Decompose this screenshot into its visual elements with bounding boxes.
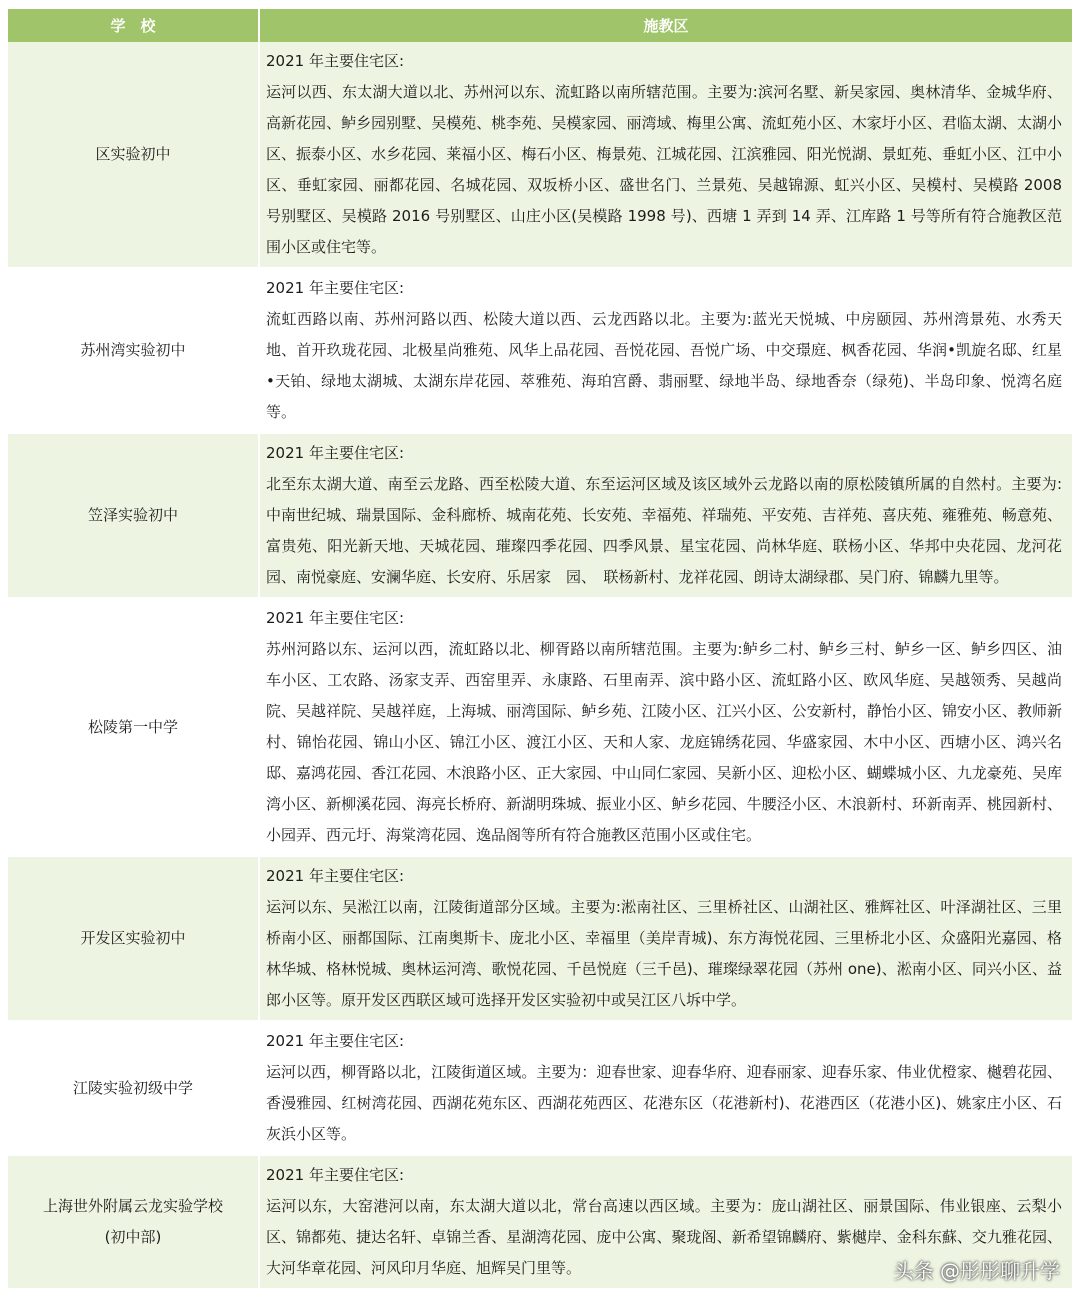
area-text: 流虹西路以南、苏州河路以西、松陵大道以西、云龙西路以北。主要为:蓝光天悦城、中房颐园、苏州湾景苑、水秀天地、首开玖珑花园、北极星尚雅苑、风华上品花园、吾悦花园、吾悦广场、中交璟庭、枫香花园、华润•凯旋名邸、红星•天铂、绿地太湖城、太湖东岸花园、萃雅苑、海珀宫爵、翡丽墅、绿地半岛、绿地香奈（绿苑)、半岛印象、悦湾名庭等。	[266, 310, 1062, 421]
area-cell	[259, 42, 1072, 268]
area-cell	[259, 268, 1072, 433]
area-text: 北至东太湖大道、南至云龙路、西至松陵大道、东至运河区域及该区域外云龙路以南的原松陵镇所属的自然村。主要为:中南世纪城、瑞景国际、金科廊桥、城南花苑、长安苑、幸福苑、祥瑞苑、平安苑、吉祥苑、喜庆苑、雍雅苑、畅意苑、富贵苑、阳光新天地、天城花园、璀璨四季花园、四季风景、星宝花园、尚林华庭、联杨小区、华邦中央花园、龙河花园、南悦豪庭、安澜华庭、长安府、乐居家 园、 联杨新村、龙祥花园、朗诗太湖绿郡、吴门府、锦麟九里等。	[266, 475, 1062, 586]
school-name: 江陵实验初级中学	[8, 1021, 259, 1155]
table-row	[8, 268, 1072, 433]
area-text: 运河以西、东太湖大道以北、苏州河以东、流虹路以南所辖范围。主要为:滨河名墅、新吴家园、奥林清华、金城华府、高新花园、鲈乡园别墅、吴模苑、桃李苑、吴模家园、丽湾域、梅里公寓、流虹苑小区、木家圩小区、君临太湖、太湖小区、振泰小区、水乡花园、莱福小区、梅石小区、梅景苑、江城花园、江滨雅园、阳光悦湖、景虹苑、垂虹小区、江中小区、垂虹家园、丽都花园、名城花园、双坂桥小区、盛世名门、兰景苑、吴越锦源、虹兴小区、吴模村、吴模路 2008 号别墅区、吴模路 2016 号别墅区、山庄小区(吴模路 1998 号)、西塘 1 弄到 14 弄、江库路 1 号等所有符合施教区范围小区或住宅等。	[266, 83, 1062, 256]
area-cell	[259, 1021, 1072, 1155]
area-year: 2021 年主要住宅区:	[266, 1032, 404, 1050]
area-text: 运河以东、吴淞江以南，江陵街道部分区域。主要为:淞南社区、三里桥社区、山湖社区、雅辉社区、叶泽湖社区、三里桥南小区、丽都国际、江南奥斯卡、庞北小区、幸福里（美岸青城)、东方海悦花园、三里桥北小区、众盛阳光嘉园、格林华城、格林悦城、奥林运河湾、歌悦花园、千邑悦庭（三千邑)、璀璨绿翠花园（苏州 one)、淞南小区、同兴小区、益郎小区等。原开发区西联区域可选择开发区实验初中或吴江区八坼中学。	[266, 898, 1062, 1009]
district-table	[8, 9, 1072, 1290]
school-name: 苏州湾实验初中	[8, 268, 259, 433]
school-name: 区实验初中	[8, 42, 259, 268]
table-header	[8, 9, 1072, 42]
table-row	[8, 856, 1072, 1021]
school-name-cell	[8, 1155, 259, 1289]
area-year: 2021 年主要住宅区:	[266, 279, 404, 297]
header-school: 学 校	[8, 9, 259, 42]
school-name-sub: (初中部)	[104, 1228, 162, 1246]
school-name: 开发区实验初中	[8, 856, 259, 1021]
table-row	[8, 1155, 1072, 1289]
area-text: 苏州河路以东、运河以西，流虹路以北、柳胥路以南所辖范围。主要为:鲈乡二村、鲈乡三村、鲈乡一区、鲈乡四区、油车小区、工农路、汤家支弄、西窑里弄、永康路、石里南弄、滨中路小区、流虹路小区、欧风华庭、吴越领秀、吴越尚院、吴越祥院、吴越祥庭，上海城、丽湾国际、鲈乡苑、江陵小区、江兴小区、公安新村，静怡小区、锦安小区、教师新村、锦怡花园、锦山小区、锦江小区、渡江小区、天和人家、龙庭锦绣花园、华盛家园、木中小区、西塘小区、鸿兴名邸、嘉鸿花园、香江花园、木浪路小区、正大家园、中山同仁家园、吴新小区、迎松小区、蝴蝶城小区、九龙豪苑、吴库湾小区、新柳溪花园、海亮长桥府、新湖明珠城、振业小区、鲈乡花园、牛腰泾小区、木浪新村、环新南弄、桃园新村、小园弄、西元圩、海棠湾花园、逸品阁等所有符合施教区范围小区或住宅。	[266, 640, 1062, 844]
header-area: 施教区	[259, 9, 1072, 42]
area-cell	[259, 1155, 1072, 1289]
school-name: 松陵第一中学	[8, 598, 259, 856]
area-cell	[259, 433, 1072, 598]
area-year: 2021 年主要住宅区:	[266, 609, 404, 627]
table-row	[8, 42, 1072, 268]
area-text: 运河以东，大窑港河以南，东太湖大道以北，常台高速以西区域。主要为：庞山湖社区、丽景国际、伟业银座、云梨小区、锦都苑、捷达名轩、卓锦兰香、星湖湾花园、庞中公寓、聚珑阁、新希望锦麟府、紫樾岸、金科东蘇、交九雅花园、大河华章花园、河风印月华庭、旭辉吴门里等。	[266, 1197, 1062, 1277]
table-row	[8, 1021, 1072, 1155]
school-name: 笠泽实验初中	[8, 433, 259, 598]
area-text: 运河以西，柳胥路以北，江陵街道区域。主要为：迎春世家、迎春华府、迎春丽家、迎春乐家、伟业优橙家、樾碧花园、香漫雅园、红树湾花园、西湖花苑东区、西湖花苑西区、花港东区（花港新村)、花港西区（花港小区)、姚家庄小区、石灰浜小区等。	[266, 1063, 1062, 1143]
school-name: 上海世外附属云龙实验学校	[42, 1197, 223, 1215]
area-cell	[259, 856, 1072, 1021]
table-row	[8, 598, 1072, 856]
area-year: 2021 年主要住宅区:	[266, 1166, 404, 1184]
area-cell	[259, 598, 1072, 856]
table-row	[8, 433, 1072, 598]
area-year: 2021 年主要住宅区:	[266, 444, 404, 462]
area-year: 2021 年主要住宅区:	[266, 52, 404, 70]
area-year: 2021 年主要住宅区:	[266, 867, 404, 885]
watermark-text: 头条 @彤彤聊升学	[893, 1259, 1060, 1283]
page	[8, 9, 1080, 1290]
